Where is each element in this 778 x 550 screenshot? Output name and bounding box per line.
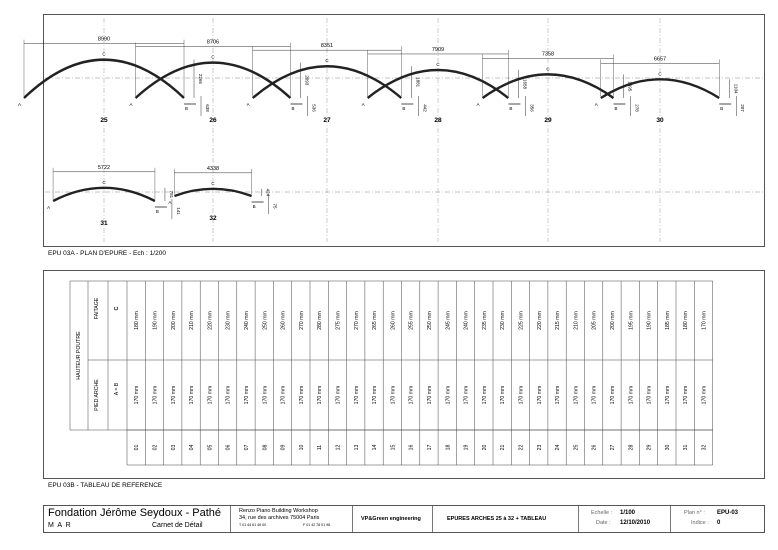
scale-label: Echelle : bbox=[591, 510, 613, 516]
arch-point-b: B bbox=[291, 106, 295, 111]
faitage-value: 185 mm bbox=[664, 311, 671, 330]
arch-number: 25 bbox=[100, 117, 108, 124]
arch-height-label: 1658 bbox=[522, 78, 528, 89]
firm-phone: T 01 44 61 49 00 bbox=[239, 523, 267, 527]
row-sub-ab: A = B bbox=[114, 382, 120, 396]
pied-arche-value: 170 mm bbox=[134, 385, 141, 405]
arch-point-c: C bbox=[211, 54, 215, 60]
arch-column-number: 22 bbox=[518, 444, 525, 451]
plan-number-value: EPU-03 bbox=[717, 510, 739, 516]
arch-column-number: 01 bbox=[134, 444, 141, 451]
pied-arche-value: 170 mm bbox=[390, 385, 397, 405]
arch-column-number: 23 bbox=[536, 444, 543, 451]
faitage-value: 245 mm bbox=[445, 311, 452, 330]
faitage-value: 230 mm bbox=[225, 311, 232, 330]
arch-base-label: 442 bbox=[422, 104, 428, 112]
arch-point-c: C bbox=[102, 51, 106, 57]
arch-column-number: 09 bbox=[280, 444, 287, 451]
arch-point-b: B bbox=[185, 106, 189, 111]
faitage-value: 170 mm bbox=[701, 311, 708, 330]
date-value: 12/10/2010 bbox=[620, 520, 651, 526]
arch-width-label: 8990 bbox=[97, 36, 111, 43]
faitage-value: 215 mm bbox=[555, 311, 562, 330]
pied-arche-value: 170 mm bbox=[243, 385, 250, 405]
arch-point-a: A bbox=[594, 102, 598, 107]
arch-number: 29 bbox=[544, 117, 552, 124]
arch-base-label: 75 bbox=[272, 203, 278, 209]
arch-column-number: 20 bbox=[481, 444, 488, 451]
arch-height-label: 2093 bbox=[304, 75, 310, 86]
arch-point-a: A bbox=[47, 205, 51, 210]
faitage-value: 240 mm bbox=[243, 311, 250, 330]
arch-point-b: B bbox=[720, 106, 724, 111]
row-label-faitage: FAITAGE bbox=[94, 297, 100, 320]
arch-point-c: C bbox=[436, 61, 440, 67]
pied-arche-value: 170 mm bbox=[445, 385, 452, 405]
arch-column-number: 17 bbox=[426, 444, 433, 451]
pied-arche-value: 170 mm bbox=[207, 385, 214, 405]
arch-column-number: 12 bbox=[335, 444, 342, 451]
arch-column-number: 06 bbox=[225, 444, 232, 451]
arch-column-number: 24 bbox=[555, 444, 562, 451]
scale-date-cell bbox=[579, 506, 671, 532]
pied-arche-value: 170 mm bbox=[591, 385, 598, 405]
faitage-value: 275 mm bbox=[335, 311, 342, 330]
pied-arche-value: 170 mm bbox=[280, 385, 287, 405]
arch-column-number: 19 bbox=[463, 444, 470, 451]
arch-column-number: 03 bbox=[170, 444, 177, 451]
date-label: Date : bbox=[596, 520, 611, 526]
pied-arche-value: 170 mm bbox=[408, 385, 415, 405]
arch-point-b: B bbox=[252, 204, 256, 209]
sheet-title-cell bbox=[433, 506, 579, 532]
faitage-value: 205 mm bbox=[591, 311, 598, 330]
pied-arche-value: 170 mm bbox=[536, 385, 543, 405]
arch-number: 30 bbox=[656, 117, 664, 124]
faitage-value: 210 mm bbox=[189, 311, 196, 330]
faitage-value: 200 mm bbox=[170, 311, 177, 330]
arch-point-a: A bbox=[17, 102, 22, 107]
faitage-value: 190 mm bbox=[152, 311, 159, 330]
arch-point-a: A bbox=[168, 200, 172, 205]
pied-arche-value: 170 mm bbox=[463, 385, 470, 405]
arch-column-number: 11 bbox=[317, 444, 324, 451]
arch-column-number: 30 bbox=[664, 444, 671, 451]
faitage-value: 260 mm bbox=[390, 311, 397, 330]
faitage-value: 225 mm bbox=[518, 311, 525, 330]
faitage-value: 195 mm bbox=[628, 311, 635, 330]
faitage-value: 180 mm bbox=[683, 311, 690, 330]
engineer-name: VP&Green engineering bbox=[361, 516, 421, 522]
faitage-value: 200 mm bbox=[609, 311, 616, 330]
title-block bbox=[43, 505, 765, 533]
arch-column-number: 15 bbox=[390, 444, 397, 451]
arch-number: 27 bbox=[323, 117, 331, 124]
arch-column-number: 08 bbox=[262, 444, 269, 451]
pied-arche-value: 170 mm bbox=[609, 385, 616, 405]
engineer-cell bbox=[353, 506, 433, 532]
arch-column-number: 10 bbox=[298, 444, 305, 451]
arch-base-label: 356 bbox=[529, 104, 535, 112]
faitage-value: 190 mm bbox=[646, 311, 653, 330]
arch-base-label: 207 bbox=[740, 104, 746, 112]
faitage-value: 280 mm bbox=[317, 311, 324, 330]
arch-height-label: 781 bbox=[168, 190, 174, 199]
pied-arche-value: 170 mm bbox=[481, 385, 488, 405]
pied-arche-value: 170 mm bbox=[426, 385, 433, 405]
arch-column-number: 25 bbox=[573, 444, 580, 451]
faitage-value: 260 mm bbox=[280, 311, 287, 330]
faitage-value: 255 mm bbox=[408, 311, 415, 330]
arch-height-label: 1881 bbox=[415, 77, 421, 88]
row-sub-c: C bbox=[114, 306, 120, 311]
faitage-value: 270 mm bbox=[298, 311, 305, 330]
arch-base-label: 278 bbox=[634, 104, 640, 112]
arch-column-number: 05 bbox=[207, 444, 214, 451]
pied-arche-value: 170 mm bbox=[500, 385, 507, 405]
arch-point-a: A bbox=[129, 102, 133, 107]
faitage-value: 270 mm bbox=[353, 311, 360, 330]
faitage-value: 230 mm bbox=[500, 311, 507, 330]
arch-column-number: 18 bbox=[445, 444, 452, 451]
arch-point-b: B bbox=[155, 209, 159, 214]
row-label-pied-arche: PIED ARCHE bbox=[94, 379, 100, 411]
arch-base-label: 141 bbox=[175, 207, 181, 215]
arch-point-c: C bbox=[658, 71, 662, 77]
arch-point-c: C bbox=[325, 58, 329, 64]
pied-arche-value: 170 mm bbox=[353, 385, 360, 405]
arch-number: 32 bbox=[209, 215, 217, 222]
table-caption: EPU 03B - TABLEAU DE REFERENCE bbox=[48, 482, 163, 489]
faitage-value: 210 mm bbox=[573, 311, 580, 330]
firm-address: 34, rue des archives 75004 Paris bbox=[239, 515, 320, 521]
arch-column-number: 16 bbox=[408, 444, 415, 451]
arch-column-number: 29 bbox=[646, 444, 653, 451]
arch-height-label: 424 bbox=[265, 188, 271, 197]
arch-point-c: C bbox=[546, 66, 550, 72]
arch-point-b: B bbox=[402, 106, 406, 111]
pied-arche-value: 170 mm bbox=[317, 385, 324, 405]
faitage-value: 240 mm bbox=[463, 311, 470, 330]
arch-width-label: 8351 bbox=[320, 43, 334, 50]
arch-width-label: 8706 bbox=[206, 39, 220, 46]
faitage-value: 180 mm bbox=[134, 311, 141, 330]
arch-point-a: A bbox=[476, 102, 480, 107]
arch-number: 26 bbox=[209, 117, 217, 124]
arch-column-number: 14 bbox=[372, 444, 379, 451]
pied-arche-value: 170 mm bbox=[628, 385, 635, 405]
plan-number-cell bbox=[671, 506, 764, 532]
faitage-value: 235 mm bbox=[481, 311, 488, 330]
firm-cell bbox=[231, 506, 353, 532]
arch-width-label: 6657 bbox=[653, 56, 667, 63]
sheet-title: EPURES ARCHES 25 à 32 + TABLEAU bbox=[447, 516, 547, 522]
arch-column-number: 21 bbox=[500, 444, 507, 451]
pied-arche-value: 170 mm bbox=[152, 385, 159, 405]
arch-point-c: C bbox=[211, 180, 215, 186]
arch-point-a: A bbox=[361, 102, 365, 107]
arch-point-b: B bbox=[614, 106, 618, 111]
arch-width-label: 7358 bbox=[541, 51, 555, 58]
arch-width-label: 5722 bbox=[97, 164, 111, 171]
arch-column-number: 13 bbox=[353, 444, 360, 451]
arch-column-number: 32 bbox=[701, 444, 708, 451]
pied-arche-value: 170 mm bbox=[335, 385, 342, 405]
arch-column-number: 02 bbox=[152, 444, 159, 451]
arch-base-label: 638 bbox=[205, 104, 211, 112]
pied-arche-value: 170 mm bbox=[225, 385, 232, 405]
index-label: Indice : bbox=[691, 520, 709, 526]
arch-height-label: 1395 bbox=[627, 81, 633, 92]
pied-arche-value: 170 mm bbox=[664, 385, 671, 405]
arch-column-number: 26 bbox=[591, 444, 598, 451]
arch-number: 31 bbox=[100, 220, 108, 227]
pied-arche-value: 170 mm bbox=[518, 385, 525, 405]
pied-arche-value: 170 mm bbox=[372, 385, 379, 405]
arch-width-label: 4338 bbox=[206, 165, 220, 172]
faitage-value: 265 mm bbox=[372, 311, 379, 330]
faitage-value: 220 mm bbox=[207, 311, 214, 330]
plan-number-label: Plan n° : bbox=[684, 510, 705, 516]
pied-arche-value: 170 mm bbox=[555, 385, 562, 405]
arch-width-label: 7909 bbox=[431, 46, 445, 53]
arch-number: 28 bbox=[434, 117, 442, 124]
project-name: Fondation Jérôme Seydoux - Pathé bbox=[48, 507, 222, 519]
arch-point-b: B bbox=[509, 106, 513, 111]
pied-arche-value: 170 mm bbox=[262, 385, 269, 405]
header-hauteur-poutre: HAUTEUR POUTRE bbox=[76, 331, 82, 380]
plan-caption: EPU 03A - PLAN D'EPURE - Ech : 1/200 bbox=[48, 250, 166, 257]
arch-column-number: 31 bbox=[683, 444, 690, 451]
arch-column-number: 28 bbox=[628, 444, 635, 451]
arch-base-label: 536 bbox=[311, 104, 317, 112]
scale-value: 1/100 bbox=[620, 510, 636, 516]
arch-height-label: 1104 bbox=[733, 83, 739, 94]
pied-arche-value: 170 mm bbox=[646, 385, 653, 405]
firm-fax: F 01 42 78 01 98 bbox=[303, 523, 331, 527]
client-name: M A R bbox=[48, 522, 72, 529]
pied-arche-value: 170 mm bbox=[298, 385, 305, 405]
index-value: 0 bbox=[717, 520, 721, 526]
arch-column-number: 07 bbox=[243, 444, 250, 451]
arch-column-number: 27 bbox=[609, 444, 616, 451]
arch-point-a: A bbox=[246, 102, 250, 107]
arch-point-c: C bbox=[102, 179, 106, 185]
document-type: Carnet de Détail bbox=[152, 522, 203, 529]
pied-arche-value: 170 mm bbox=[683, 385, 690, 405]
arch-column-number: 04 bbox=[189, 444, 196, 451]
pied-arche-value: 170 mm bbox=[189, 385, 196, 405]
arch-height-label: 2266 bbox=[198, 73, 204, 84]
firm-name: Renzo Piano Building Workshop bbox=[239, 508, 318, 514]
pied-arche-value: 170 mm bbox=[701, 385, 708, 405]
pied-arche-value: 170 mm bbox=[170, 385, 177, 405]
project-cell bbox=[44, 506, 231, 532]
faitage-value: 220 mm bbox=[536, 311, 543, 330]
faitage-value: 250 mm bbox=[262, 311, 269, 330]
faitage-value: 250 mm bbox=[426, 311, 433, 330]
pied-arche-value: 170 mm bbox=[573, 385, 580, 405]
